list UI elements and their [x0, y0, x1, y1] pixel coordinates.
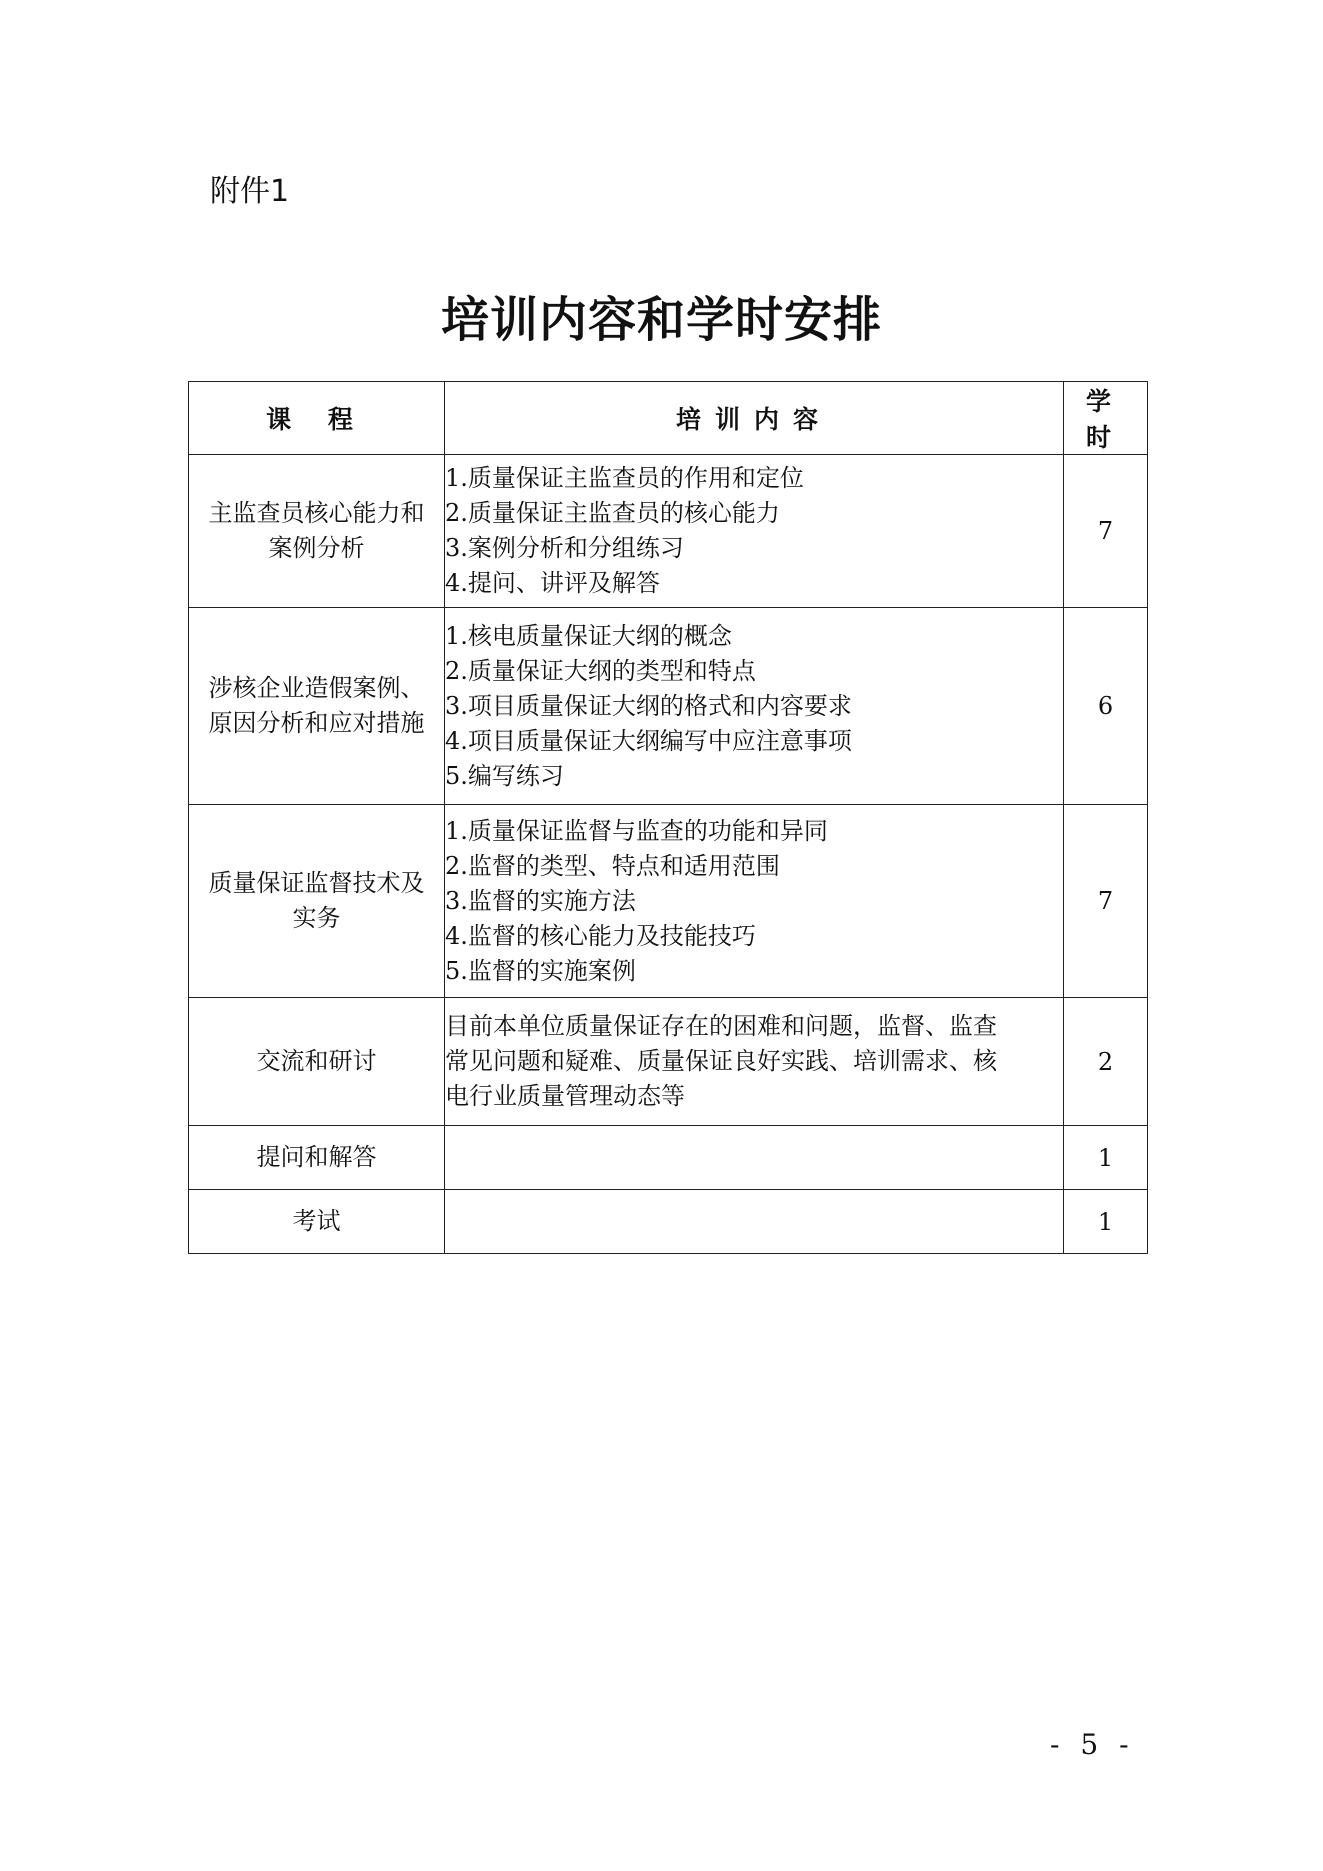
hours-cell: 1 — [1064, 1126, 1148, 1190]
content-cell — [445, 608, 1064, 805]
column-header-course: 课 程 — [189, 382, 445, 455]
course-cell — [189, 455, 445, 608]
content-item: 2.质量保证大纲的类型和特点 — [445, 656, 756, 685]
content-cell — [445, 805, 1064, 998]
hours-cell: 6 — [1064, 608, 1148, 805]
page-title: 培训内容和学时安排 — [440, 292, 882, 348]
table-row — [189, 1190, 1148, 1254]
content-item: 3.案例分析和分组练习 — [445, 534, 684, 562]
course-name-line: 质量保证监督技术及 — [208, 869, 425, 897]
content-cell — [445, 1126, 1064, 1190]
course-name-line: 实务 — [292, 904, 341, 932]
course-name-line: 案例分析 — [268, 534, 365, 562]
course-name-line: 涉核企业造假案例、 — [208, 674, 425, 702]
table-row — [189, 998, 1148, 1126]
schedule-table — [188, 381, 1148, 1254]
table-row — [189, 1126, 1148, 1190]
table-row — [189, 805, 1148, 998]
table-row — [189, 455, 1148, 608]
content-item: 1.质量保证监督与监查的功能和异同 — [445, 816, 828, 845]
course-cell — [189, 1126, 445, 1190]
content-item: 目前本单位质量保证存在的困难和问题，监督、监查 — [445, 1012, 997, 1040]
content-item: 4.提问、讲评及解答 — [445, 569, 660, 597]
course-name-line: 主监查员核心能力和 — [208, 499, 425, 527]
course-name-line: 交流和研讨 — [256, 1047, 377, 1075]
column-header-content: 培训内容 — [445, 382, 1064, 455]
course-cell — [189, 608, 445, 805]
content-item: 2.监督的类型、特点和适用范围 — [445, 851, 780, 880]
page-number: - 5 - — [1050, 1728, 1135, 1761]
table-row — [189, 608, 1148, 805]
content-item: 3.项目质量保证大纲的格式和内容要求 — [445, 691, 852, 720]
content-item: 1.核电质量保证大纲的概念 — [445, 621, 732, 650]
hours-cell: 2 — [1064, 998, 1148, 1126]
attachment-label: 附件1 — [210, 174, 290, 209]
content-item: 5.编写练习 — [445, 761, 564, 790]
course-name-line: 提问和解答 — [256, 1143, 377, 1171]
content-item: 常见问题和疑难、质量保证良好实践、培训需求、核 — [445, 1047, 997, 1075]
course-name-line: 原因分析和应对措施 — [208, 709, 425, 737]
hours-cell: 1 — [1064, 1190, 1148, 1254]
column-header-hours: 学 时 — [1064, 382, 1148, 455]
content-item: 5.监督的实施案例 — [445, 956, 636, 985]
content-item: 2.质量保证主监查员的核心能力 — [445, 499, 780, 527]
content-item: 1.质量保证主监查员的作用和定位 — [445, 464, 804, 492]
content-cell — [445, 1190, 1064, 1254]
content-item: 4.项目质量保证大纲编写中应注意事项 — [445, 726, 852, 755]
content-item: 电行业质量管理动态等 — [445, 1082, 685, 1110]
course-cell — [189, 805, 445, 998]
table-header-row — [189, 382, 1148, 455]
content-cell — [445, 998, 1064, 1126]
content-item: 3.监督的实施方法 — [445, 886, 636, 915]
content-cell — [445, 455, 1064, 608]
hours-cell: 7 — [1064, 455, 1148, 608]
course-cell — [189, 998, 445, 1126]
hours-cell: 7 — [1064, 805, 1148, 998]
course-name-line: 考试 — [292, 1207, 341, 1235]
course-cell — [189, 1190, 445, 1254]
content-item: 4.监督的核心能力及技能技巧 — [445, 921, 756, 950]
